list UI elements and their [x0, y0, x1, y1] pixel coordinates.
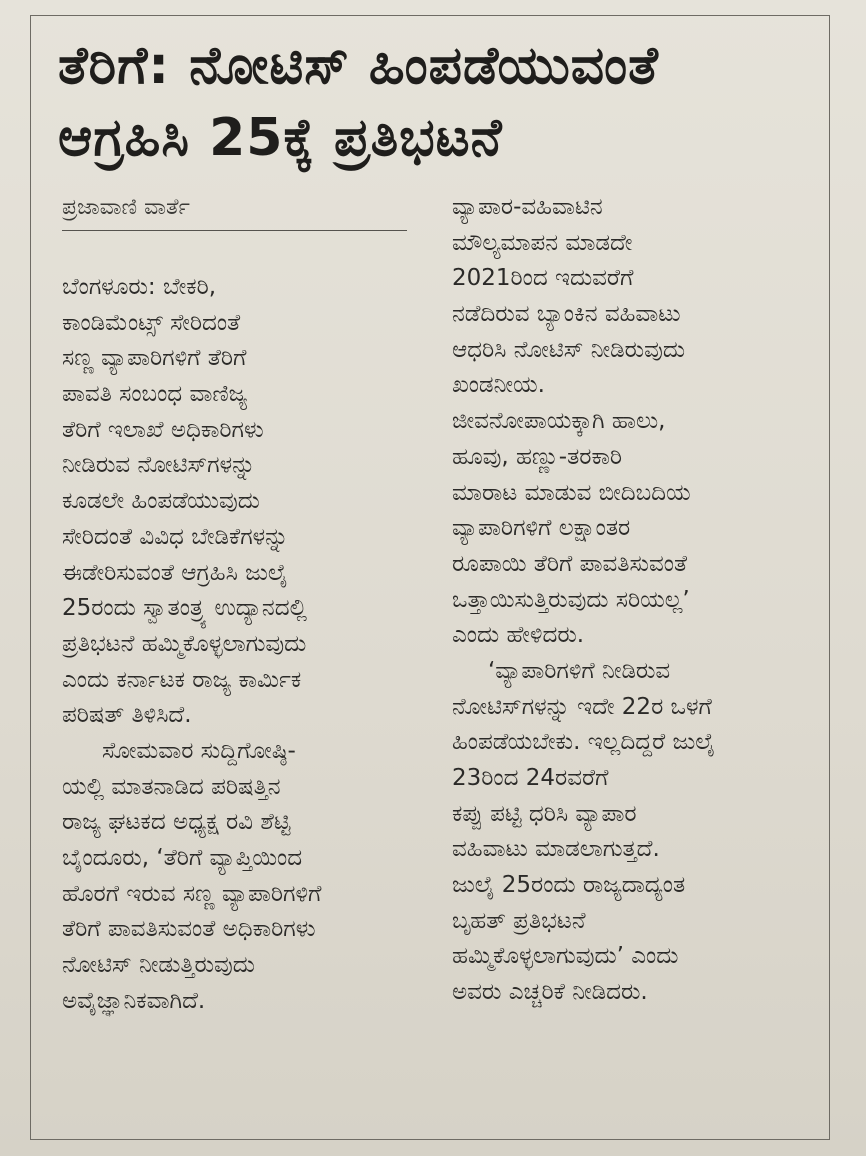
text-line: 23ರಿಂದ 24ರವರೆಗೆ — [452, 765, 609, 791]
text-line: ಎಂದು ಕರ್ನಾಟಕ ರಾಜ್ಯ ಕಾರ್ಮಿಕ — [62, 666, 302, 693]
byline-divider — [62, 230, 407, 231]
text-line: ಎಂದು ಹೇಳಿದರು. — [452, 622, 585, 649]
text-line: ಮೌಲ್ಯಮಾಪನ ಮಾಡದೇ — [452, 229, 633, 256]
text-line: ವ್ಯಾಪಾರ-ವಹಿವಾಟಿನ — [452, 194, 603, 220]
text-line: ತೆರಿಗೆ ಪಾವತಿಸುವಂತೆ ಅಧಿಕಾರಿಗಳು — [62, 916, 316, 943]
text-line: ಸೋಮವಾರ ಸುದ್ದಿಗೋಷ್ಠಿ- — [102, 737, 296, 764]
text-line: 25ರಂದು ಸ್ವಾತಂತ್ರ್ಯ ಉದ್ಯಾನದಲ್ಲಿ — [62, 595, 307, 622]
text-line: ಹಮ್ಮಿಕೊಳ್ಳಲಾಗುವುದು’ ಎಂದು — [452, 943, 679, 970]
text-line: ಹೊರಗೆ ಇರುವ ಸಣ್ಣ ವ್ಯಾಪಾರಿಗಳಿಗೆ — [62, 880, 322, 907]
headline — [58, 30, 818, 174]
text-line: ಬೃಹತ್ ಪ್ರತಿಭಟನೆ — [452, 907, 586, 934]
text-line: ಅವೈಜ್ಞಾನಿಕವಾಗಿದೆ. — [62, 987, 206, 1014]
text-line: ನೋಟಿಸ್ ನೀಡುತ್ತಿರುವುದು — [62, 952, 255, 979]
text-line: ವಹಿವಾಟು ಮಾಡಲಾಗುತ್ತದೆ. — [452, 836, 660, 863]
text-line: ಬೆಂಗಳೂರು: ಬೇಕರಿ, — [62, 274, 217, 300]
text-line: ಮಾರಾಟ ಮಾಡುವ ಬೀದಿಬದಿಯ — [452, 479, 691, 506]
text-line: ‘ವ್ಯಾಪಾರಿಗಳಿಗೆ ನೀಡಿರುವ — [488, 657, 671, 684]
text-line: ಪರಿಷತ್ ತಿಳಿಸಿದೆ. — [62, 702, 192, 729]
text-line: ಕಪ್ಪು ಪಟ್ಟಿ ಧರಿಸಿ ವ್ಯಾಪಾರ — [452, 800, 637, 827]
article-column-right — [452, 190, 832, 1011]
headline-line-2: ಆಗ್ರಹಿಸಿ 25ಕ್ಕೆ ಪ್ರತಿಭಟನೆ — [58, 108, 503, 168]
article-column-left — [62, 270, 422, 1019]
text-line: ಪ್ರತಿಭಟನೆ ಹಮ್ಮಿಕೊಳ್ಳಲಾಗುವುದು — [62, 630, 307, 657]
text-line: ಜುಲೈ 25ರಂದು ರಾಜ್ಯದಾದ್ಯಂತ — [452, 872, 686, 899]
text-line: 2021ರಿಂದ ಇದುವರೆಗೆ — [452, 265, 634, 292]
text-line: ಈಡೇರಿಸುವಂತೆ ಆಗ್ರಹಿಸಿ ಜುಲೈ — [62, 559, 288, 586]
text-line: ತೆರಿಗೆ ಇಲಾಖೆ ಅಧಿಕಾರಿಗಳು — [62, 416, 264, 443]
text-line: ನೀಡಿರುವ ನೋಟಿಸ್‌ಗಳನ್ನು — [62, 452, 256, 479]
text-line: ಯಲ್ಲಿ ಮಾತನಾಡಿದ ಪರಿಷತ್ತಿನ — [62, 773, 281, 800]
text-line: ಕಾಂಡಿಮೆಂಟ್ಸ್ ಸೇರಿದಂತೆ — [62, 309, 241, 336]
text-line: ಪಾವತಿ ಸಂಬಂಧ ವಾಣಿಜ್ಯ — [62, 381, 248, 408]
text-line: ಅವರು ಎಚ್ಚರಿಕೆ ನೀಡಿದರು. — [452, 979, 648, 1006]
text-line: ಜೀವನೋಪಾಯಕ್ಕಾಗಿ ಹಾಲು, — [452, 408, 666, 435]
headline-line-1: ತೆರಿಗೆ: ನೋಟಿಸ್ ಹಿಂಪಡೆಯುವಂತೆ — [58, 36, 659, 96]
text-line: ರೂಪಾಯಿ ತೆರಿಗೆ ಪಾವತಿಸುವಂತೆ — [452, 550, 688, 577]
text-line: ಒತ್ತಾಯಿಸುತ್ತಿರುವುದು ಸರಿಯಲ್ಲ’ — [452, 586, 690, 613]
text-line: ಖಂಡನೀಯ. — [452, 372, 545, 399]
text-line: ಹೂವು, ಹಣ್ಣು-ತರಕಾರಿ — [452, 443, 623, 470]
text-line: ನಡೆದಿರುವ ಬ್ಯಾಂಕಿನ ವಹಿವಾಟು — [452, 301, 681, 328]
text-line: ಕೂಡಲೇ ಹಿಂಪಡೆಯುವುದು — [62, 488, 260, 515]
text-line: ಸಣ್ಣ ವ್ಯಾಪಾರಿಗಳಿಗೆ ತೆರಿಗೆ — [62, 345, 247, 372]
byline: ಪ್ರಜಾವಾಣಿ ವಾರ್ತೆ — [62, 195, 190, 220]
text-line: ನೋಟಿಸ್‌ಗಳನ್ನು ಇದೇ 22ರ ಒಳಗೆ — [452, 693, 712, 720]
text-line: ವ್ಯಾಪಾರಿಗಳಿಗೆ ಲಕ್ಷಾಂತರ — [452, 515, 631, 542]
text-line: ಹಿಂಪಡೆಯಬೇಕು. ಇಲ್ಲದಿದ್ದರೆ ಜುಲೈ — [452, 729, 715, 756]
text-line: ರಾಜ್ಯ ಘಟಕದ ಅಧ್ಯಕ್ಷ ರವಿ ಶೆಟ್ಟಿ — [62, 809, 291, 836]
text-line: ಆಧರಿಸಿ ನೋಟಿಸ್ ನೀಡಿರುವುದು — [452, 336, 686, 363]
text-line: ಬೈಂದೂರು, ‘ತೆರಿಗೆ ವ್ಯಾಪ್ತಿಯಿಂದ — [62, 845, 303, 871]
text-line: ಸೇರಿದಂತೆ ವಿವಿಧ ಬೇಡಿಕೆಗಳನ್ನು — [62, 523, 289, 550]
